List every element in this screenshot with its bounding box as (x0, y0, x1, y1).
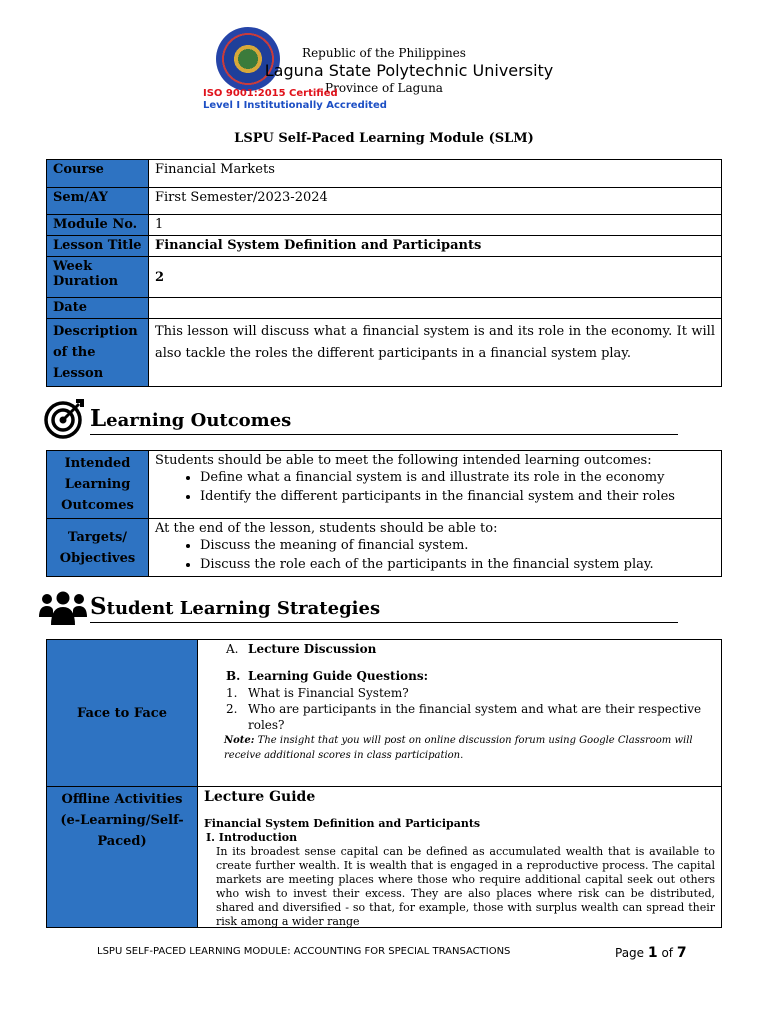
learning-outcomes-initial: L (90, 405, 107, 432)
list-item: • Identify the different participants in the financial system and their roles (200, 487, 715, 506)
lecture-discussion-item: A. Lecture Discussion (226, 642, 377, 656)
targets-objectives-cell (149, 519, 722, 577)
group-people-icon (38, 590, 88, 626)
desc-label-line3: Lesson (53, 366, 104, 381)
desc-label-line1: Description (53, 324, 138, 339)
learning-outcomes-heading (90, 405, 291, 432)
module-no-value: 1 (149, 215, 722, 236)
header-republic: Republic of the Philippines (302, 46, 466, 60)
sem-label: Sem/AY (47, 188, 149, 215)
question-1: 1. What is Financial System? (226, 686, 409, 700)
week-duration-label (47, 257, 149, 298)
footer-text: LSPU SELF-PACED LEARNING MODULE: ACCOUNTING FOR SPECIAL TRANSACTIONS (97, 946, 511, 957)
target-icon (43, 396, 87, 440)
list-item: • Discuss the role each of the participants in the financial system play. (200, 555, 715, 574)
page-number: Page 1 of 7 (615, 945, 687, 961)
desc-label-line2: of the (53, 345, 96, 360)
face-to-face-cell (198, 640, 722, 787)
lecture-guide-title: Lecture Guide (204, 789, 316, 805)
description-value: This lesson will discuss what a financial system is and its role in the economy. It will also tackle the roles the different participants in a financial system play. (149, 319, 722, 387)
lesson-title-label: Lesson Title (47, 236, 149, 257)
intended-intro: Students should be able to meet the following intended learning outcomes: (155, 453, 652, 468)
intended-label-line3: Outcomes (61, 498, 134, 513)
face-to-face-label: Face to Face (47, 640, 198, 787)
intended-label-line2: Learning (64, 477, 131, 492)
week-label-line1: Week (53, 259, 93, 274)
list-item: • Define what a financial system is and illustrate its role in the economy (200, 468, 715, 487)
targets-list (155, 536, 715, 574)
header-university: Laguna State Polytechnic University (264, 61, 554, 80)
learning-outcomes-heading-text: earning Outcomes (106, 410, 292, 431)
intro-paragraph: In its broadest sense capital can be defined as accumulated wealth that is available to create further wealth. It is wealth that is engaged in a reproductive process. The capital markets are meeting places where those who require additional capital seek out others who wish to invest their excess. They are also places where risk can be distributed, shared and diversified - so that, for example, those with surplus wealth can spread their risk among a wider range (216, 845, 715, 928)
module-no-label: Module No. (47, 215, 149, 236)
strategies-initial: S (90, 593, 107, 620)
lesson-title-value: Financial System Definition and Participants (149, 236, 722, 257)
strategies-rule (90, 622, 678, 623)
targets-intro: At the end of the lesson, students should be able to: (155, 521, 498, 536)
description-label (47, 319, 149, 387)
guide-title: Financial System Definition and Participants (204, 817, 481, 830)
week-duration-value: 2 (149, 257, 722, 298)
module-info-table (46, 159, 722, 387)
date-label: Date (47, 298, 149, 319)
intro-heading: I. Introduction (206, 831, 298, 844)
offline-label-line3: Paced) (97, 834, 147, 849)
outcomes-table (46, 450, 722, 577)
question-2: 2. Who are participants in the financial system and what are their respective roles? (226, 702, 702, 732)
targets-label-line1: Targets/ (67, 529, 128, 545)
iso-certification: ISO 9001:2015 Certified (203, 88, 338, 99)
week-label-line2: Duration (53, 274, 119, 289)
strategies-table (46, 639, 722, 928)
offline-activities-label (47, 787, 198, 928)
course-value: Financial Markets (149, 160, 722, 188)
learning-outcomes-rule (90, 434, 678, 435)
intended-outcomes-cell (149, 451, 722, 519)
targets-objectives-label (47, 519, 149, 577)
intended-outcomes-label (47, 451, 149, 519)
offline-label-line1: Offline Activities (61, 792, 183, 807)
guide-questions-item: B. Learning Guide Questions: (226, 669, 429, 683)
classroom-note: Note: The insight that you will post on online discussion forum using Google Classroom will receive additional scores in class participation. (224, 735, 693, 761)
course-label: Course (47, 160, 149, 188)
targets-label-line2: Objectives (59, 550, 136, 566)
offline-label-line2: (e-Learning/Self- (60, 813, 184, 828)
intended-label-line1: Intended (64, 456, 131, 471)
date-value (149, 298, 722, 319)
strategies-heading (90, 593, 380, 620)
module-title: LSPU Self-Paced Learning Module (SLM) (234, 131, 534, 146)
offline-activities-cell (198, 787, 722, 928)
list-item: • Discuss the meaning of financial system. (200, 536, 715, 555)
sem-value: First Semester/2023-2024 (149, 188, 722, 215)
accreditation-level: Level I Institutionally Accredited (203, 100, 387, 111)
strategies-heading-text: tudent Learning Strategies (106, 598, 381, 619)
header-province: Province of Laguna (325, 81, 443, 95)
intended-outcomes-list (155, 468, 715, 506)
